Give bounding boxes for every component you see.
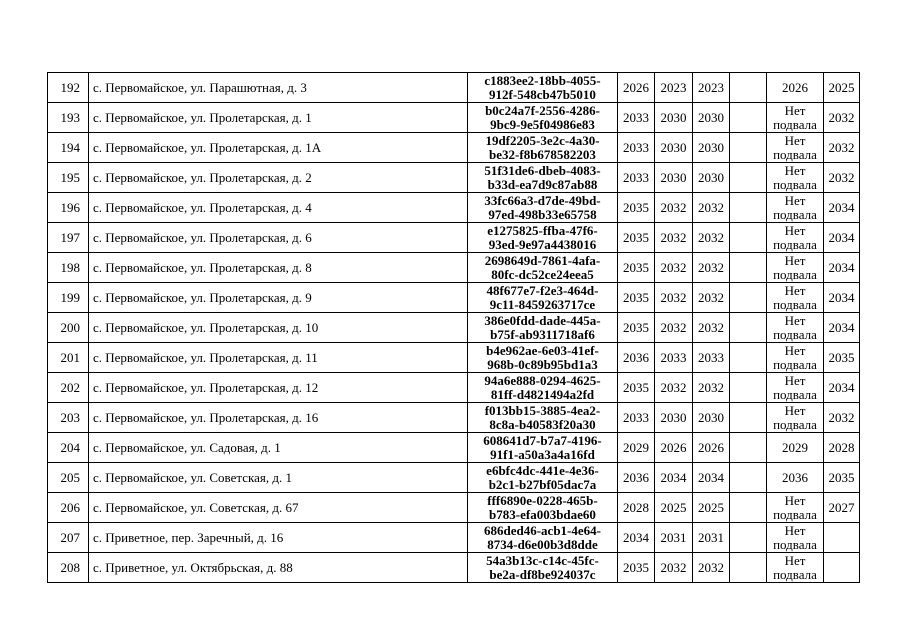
basement-cell: Нет подвала: [767, 493, 824, 523]
row-number: 204: [48, 433, 89, 463]
basement-cell: Нет подвала: [767, 223, 824, 253]
row-number: 194: [48, 133, 89, 163]
table-row: [48, 523, 860, 553]
guid-line-1: b0c24a7f-2556-4286-: [485, 102, 600, 118]
guid-line-1: 33fc66a3-d7de-49bd-: [484, 192, 601, 208]
guid-cell: [468, 433, 618, 463]
address-cell: с. Первомайское, ул. Пролетарская, д. 9: [89, 283, 468, 313]
year-cell-3: 2034: [693, 463, 730, 493]
guid-cell: [468, 403, 618, 433]
table-row: [48, 343, 860, 373]
guid-line-2: be2a-df8be924037c: [489, 566, 596, 582]
row-number: 195: [48, 163, 89, 193]
table-row: [48, 433, 860, 463]
year-cell-6: 2032: [824, 103, 860, 133]
year-cell-4: [730, 313, 767, 343]
guid-line-2: 8734-d6e00b3d8dde: [487, 536, 598, 552]
address-cell: с. Первомайское, ул. Садовая, д. 1: [89, 433, 468, 463]
guid-cell: [468, 103, 618, 133]
year-cell-2: 2032: [655, 283, 693, 313]
address-cell: с. Первомайское, ул. Советская, д. 1: [89, 463, 468, 493]
year-cell-6: 2034: [824, 283, 860, 313]
guid-line-2: 97ed-498b33e65758: [488, 206, 597, 222]
year-cell-6: 2035: [824, 343, 860, 373]
year-cell-2: 2023: [655, 73, 693, 103]
year-cell-4: [730, 463, 767, 493]
basement-cell: Нет подвала: [767, 343, 824, 373]
year-cell-1: 2035: [618, 373, 655, 403]
year-cell-2: 2032: [655, 193, 693, 223]
guid-line-1: 51f31de6-dbeb-4083-: [484, 162, 601, 178]
row-number: 203: [48, 403, 89, 433]
year-cell-4: [730, 433, 767, 463]
table-row: [48, 193, 860, 223]
row-number: 193: [48, 103, 89, 133]
row-number: 199: [48, 283, 89, 313]
year-cell-2: 2033: [655, 343, 693, 373]
guid-line-1: f013bb15-3885-4ea2-: [484, 402, 601, 418]
guid-line-2: 9bc9-9e5f04986e83: [490, 116, 595, 132]
year-cell-6: 2028: [824, 433, 860, 463]
year-cell-6: 2034: [824, 193, 860, 223]
year-cell-3: 2025: [693, 493, 730, 523]
row-number: 192: [48, 73, 89, 103]
year-cell-2: 2030: [655, 163, 693, 193]
year-cell-2: 2032: [655, 313, 693, 343]
year-cell-1: 2026: [618, 73, 655, 103]
table-row: [48, 163, 860, 193]
year-cell-4: [730, 163, 767, 193]
year-cell-1: 2035: [618, 223, 655, 253]
guid-line-1: c1883ee2-18bb-4055-: [484, 72, 601, 88]
year-cell-4: [730, 493, 767, 523]
guid-cell: [468, 313, 618, 343]
row-number: 206: [48, 493, 89, 523]
year-cell-4: [730, 373, 767, 403]
guid-line-2: 93ed-9e97a4438016: [488, 236, 597, 252]
basement-cell: 2026: [767, 73, 824, 103]
year-cell-4: [730, 403, 767, 433]
guid-cell: [468, 523, 618, 553]
year-cell-4: [730, 223, 767, 253]
table-row: [48, 73, 860, 103]
year-cell-1: 2033: [618, 163, 655, 193]
year-cell-1: 2035: [618, 553, 655, 583]
year-cell-6: 2035: [824, 463, 860, 493]
year-cell-1: 2035: [618, 193, 655, 223]
guid-line-1: 94a6e888-0294-4625-: [484, 372, 601, 388]
year-cell-3: 2026: [693, 433, 730, 463]
table-row: [48, 373, 860, 403]
year-cell-2: 2031: [655, 523, 693, 553]
table-row: [48, 133, 860, 163]
year-cell-6: [824, 523, 860, 553]
guid-line-2: b33d-ea7d9c87ab88: [487, 176, 598, 192]
basement-cell: Нет подвала: [767, 403, 824, 433]
row-number: 198: [48, 253, 89, 283]
basement-cell: Нет подвала: [767, 553, 824, 583]
year-cell-4: [730, 283, 767, 313]
guid-cell: [468, 163, 618, 193]
year-cell-3: 2023: [693, 73, 730, 103]
year-cell-1: 2034: [618, 523, 655, 553]
guid-line-1: e1275825-ffba-47f6-: [487, 222, 598, 238]
address-cell: с. Приветное, ул. Октябрьская, д. 88: [89, 553, 468, 583]
row-number: 205: [48, 463, 89, 493]
table-row: [48, 283, 860, 313]
basement-cell: Нет подвала: [767, 313, 824, 343]
guid-line-2: be32-f8b678582203: [489, 146, 596, 162]
year-cell-6: 2034: [824, 313, 860, 343]
year-cell-2: 2032: [655, 223, 693, 253]
year-cell-3: 2030: [693, 133, 730, 163]
year-cell-6: 2034: [824, 373, 860, 403]
year-cell-1: 2029: [618, 433, 655, 463]
basement-cell: Нет подвала: [767, 373, 824, 403]
year-cell-1: 2035: [618, 283, 655, 313]
table-body: [48, 73, 860, 583]
table-row: [48, 553, 860, 583]
year-cell-6: [824, 553, 860, 583]
year-cell-1: 2036: [618, 463, 655, 493]
year-cell-2: 2030: [655, 103, 693, 133]
year-cell-3: 2030: [693, 403, 730, 433]
guid-line-1: 2698649d-7861-4afa-: [484, 252, 601, 268]
guid-line-1: 19df2205-3e2c-4a30-: [485, 132, 600, 148]
guid-cell: [468, 223, 618, 253]
year-cell-2: 2026: [655, 433, 693, 463]
year-cell-6: 2034: [824, 253, 860, 283]
guid-cell: [468, 73, 618, 103]
basement-cell: Нет подвала: [767, 133, 824, 163]
basement-cell: Нет подвала: [767, 253, 824, 283]
year-cell-4: [730, 133, 767, 163]
year-cell-1: 2033: [618, 403, 655, 433]
guid-line-2: 9c11-8459263717ce: [489, 296, 596, 312]
guid-line-2: 968b-0c89b95bd1a3: [487, 356, 598, 372]
year-cell-2: 2032: [655, 553, 693, 583]
address-cell: с. Первомайское, ул. Пролетарская, д. 10: [89, 313, 468, 343]
year-cell-6: 2027: [824, 493, 860, 523]
table-row: [48, 463, 860, 493]
year-cell-1: 2028: [618, 493, 655, 523]
table-row: [48, 403, 860, 433]
housing-table: [47, 72, 860, 583]
guid-cell: [468, 463, 618, 493]
guid-cell: [468, 133, 618, 163]
guid-cell: [468, 283, 618, 313]
year-cell-3: 2030: [693, 163, 730, 193]
guid-cell: [468, 343, 618, 373]
guid-line-1: 48f677e7-f2e3-464d-: [486, 282, 599, 298]
guid-line-1: 54a3b13c-c14c-45fc-: [486, 552, 599, 568]
year-cell-4: [730, 103, 767, 133]
table-row: [48, 223, 860, 253]
year-cell-2: 2030: [655, 133, 693, 163]
row-number: 200: [48, 313, 89, 343]
year-cell-1: 2033: [618, 103, 655, 133]
address-cell: с. Первомайское, ул. Пролетарская, д. 16: [89, 403, 468, 433]
basement-cell: Нет подвала: [767, 103, 824, 133]
year-cell-6: 2032: [824, 133, 860, 163]
guid-line-2: b75f-ab9311718af6: [490, 326, 595, 342]
year-cell-1: 2035: [618, 313, 655, 343]
year-cell-4: [730, 73, 767, 103]
guid-line-2: 81ff-d4821494a2fd: [490, 386, 595, 402]
guid-line-2: 91f1-a50a3a4a16fd: [490, 446, 595, 462]
guid-line-2: 80fc-dc52ce24eea5: [491, 266, 594, 282]
year-cell-1: 2035: [618, 253, 655, 283]
year-cell-2: 2032: [655, 253, 693, 283]
address-cell: с. Первомайское, ул. Пролетарская, д. 4: [89, 193, 468, 223]
year-cell-6: 2025: [824, 73, 860, 103]
table-row: [48, 253, 860, 283]
year-cell-6: 2034: [824, 223, 860, 253]
row-number: 208: [48, 553, 89, 583]
year-cell-4: [730, 523, 767, 553]
year-cell-2: 2034: [655, 463, 693, 493]
year-cell-2: 2030: [655, 403, 693, 433]
address-cell: с. Приветное, пер. Заречный, д. 16: [89, 523, 468, 553]
guid-line-2: 8c8a-b40583f20a30: [489, 416, 596, 432]
year-cell-3: 2032: [693, 253, 730, 283]
year-cell-6: 2032: [824, 163, 860, 193]
year-cell-4: [730, 193, 767, 223]
address-cell: с. Первомайское, ул. Пролетарская, д. 2: [89, 163, 468, 193]
guid-cell: [468, 493, 618, 523]
year-cell-1: 2036: [618, 343, 655, 373]
year-cell-3: 2032: [693, 553, 730, 583]
address-cell: с. Первомайское, ул. Пролетарская, д. 12: [89, 373, 468, 403]
basement-cell: Нет подвала: [767, 193, 824, 223]
address-cell: с. Первомайское, ул. Пролетарская, д. 1: [89, 103, 468, 133]
address-cell: с. Первомайское, ул. Пролетарская, д. 11: [89, 343, 468, 373]
address-cell: с. Первомайское, ул. Пролетарская, д. 8: [89, 253, 468, 283]
guid-line-2: b783-efa003bdae60: [489, 506, 596, 522]
guid-cell: [468, 553, 618, 583]
year-cell-3: 2030: [693, 103, 730, 133]
year-cell-4: [730, 553, 767, 583]
year-cell-6: 2032: [824, 403, 860, 433]
year-cell-3: 2032: [693, 283, 730, 313]
row-number: 201: [48, 343, 89, 373]
guid-line-1: 386e0fdd-dade-445a-: [484, 312, 601, 328]
guid-line-2: b2c1-b27bf05dac7a: [488, 476, 597, 492]
row-number: 196: [48, 193, 89, 223]
basement-cell: Нет подвала: [767, 283, 824, 313]
basement-cell: 2029: [767, 433, 824, 463]
guid-line-2: 912f-548cb47b5010: [489, 86, 596, 102]
row-number: 207: [48, 523, 89, 553]
guid-cell: [468, 253, 618, 283]
guid-line-1: 686ded46-acb1-4e64-: [484, 522, 601, 538]
guid-cell: [468, 373, 618, 403]
row-number: 202: [48, 373, 89, 403]
year-cell-3: 2032: [693, 193, 730, 223]
address-cell: с. Первомайское, ул. Парашютная, д. 3: [89, 73, 468, 103]
year-cell-3: 2032: [693, 373, 730, 403]
address-cell: с. Первомайское, ул. Пролетарская, д. 1А: [89, 133, 468, 163]
year-cell-3: 2033: [693, 343, 730, 373]
year-cell-4: [730, 253, 767, 283]
table-row: [48, 103, 860, 133]
basement-cell: Нет подвала: [767, 523, 824, 553]
year-cell-1: 2033: [618, 133, 655, 163]
year-cell-3: 2031: [693, 523, 730, 553]
guid-line-1: 608641d7-b7a7-4196-: [483, 432, 602, 448]
year-cell-4: [730, 343, 767, 373]
year-cell-3: 2032: [693, 223, 730, 253]
year-cell-2: 2025: [655, 493, 693, 523]
address-cell: с. Первомайское, ул. Советская, д. 67: [89, 493, 468, 523]
basement-cell: Нет подвала: [767, 163, 824, 193]
guid-line-1: b4e962ae-6e03-41ef-: [486, 342, 599, 358]
basement-cell: 2036: [767, 463, 824, 493]
guid-line-1: fff6890e-0228-465b-: [487, 492, 598, 508]
address-cell: с. Первомайское, ул. Пролетарская, д. 6: [89, 223, 468, 253]
year-cell-2: 2032: [655, 373, 693, 403]
table-row: [48, 493, 860, 523]
table-row: [48, 313, 860, 343]
guid-cell: [468, 193, 618, 223]
row-number: 197: [48, 223, 89, 253]
guid-line-1: e6bfc4dc-441e-4e36-: [486, 462, 599, 478]
year-cell-3: 2032: [693, 313, 730, 343]
